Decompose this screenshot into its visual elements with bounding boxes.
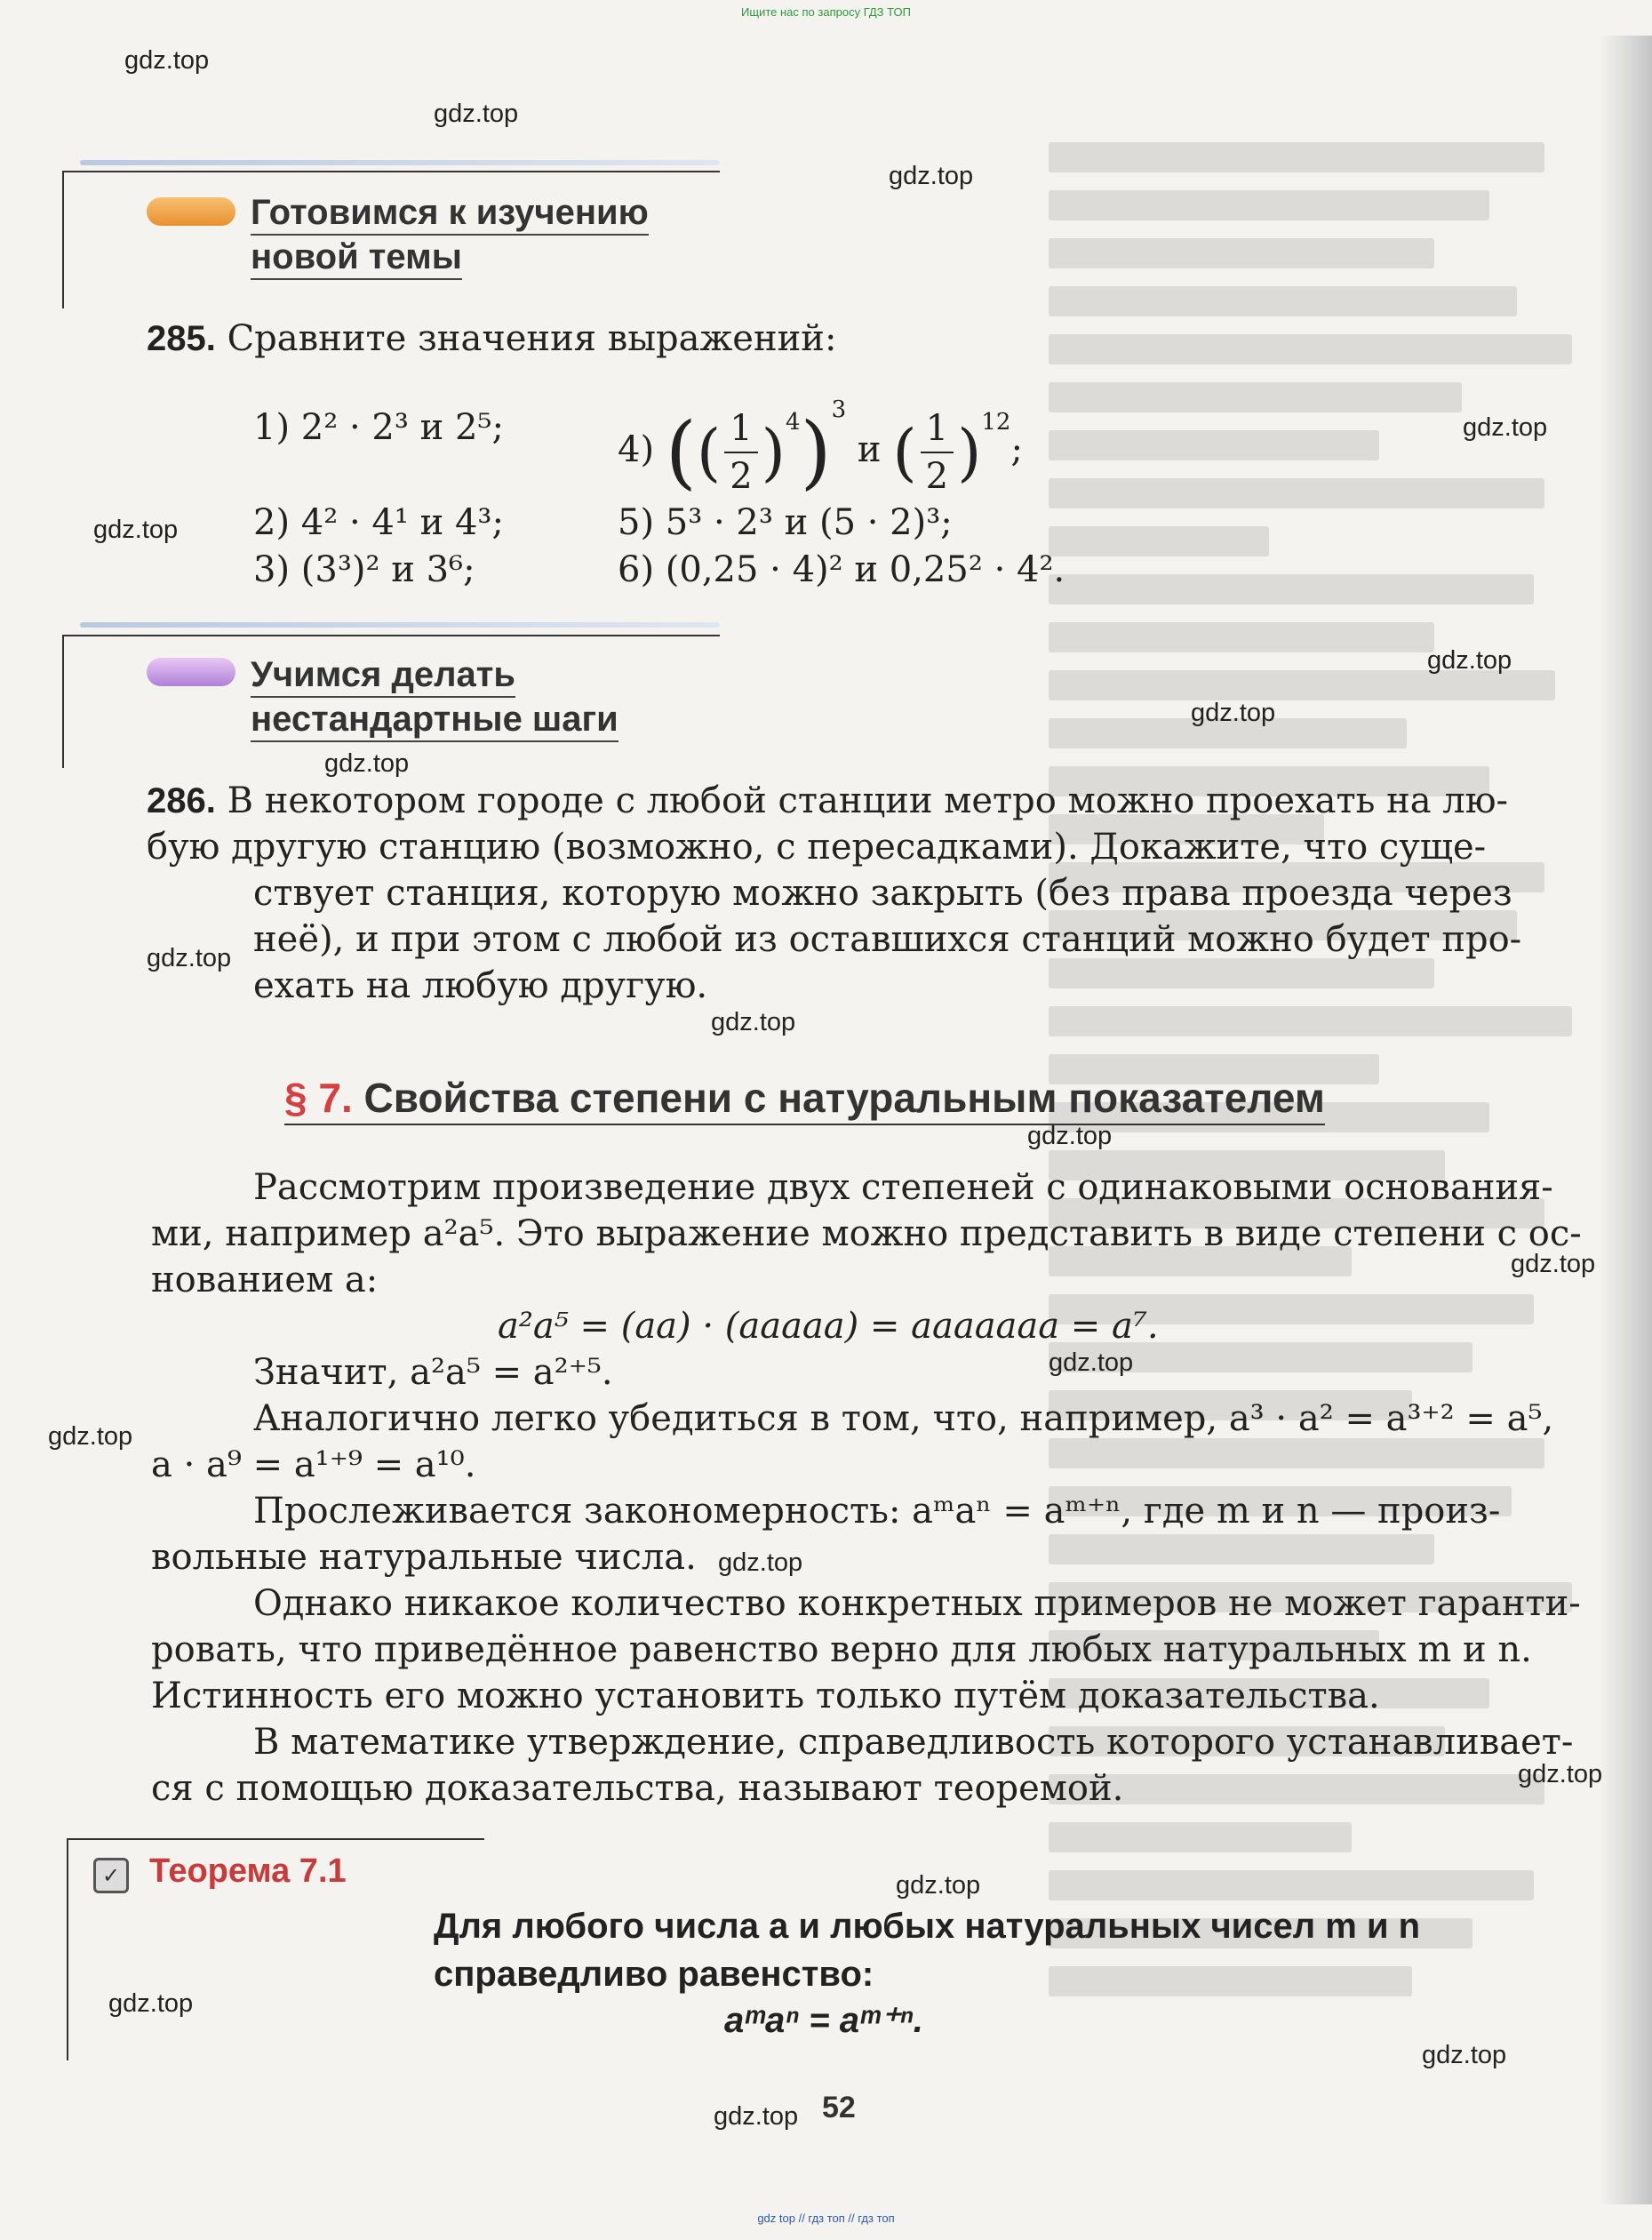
section-header-bar <box>80 622 720 628</box>
paragraph-1-line-2: ми, например a²a⁵. Это выражение можно представить в виде степени с ос- <box>151 1213 1582 1254</box>
section-header-line <box>62 171 64 308</box>
exercise-285-item-1: 1) 2² · 2³ и 2⁵; <box>253 407 504 448</box>
exercise-number: 285. <box>147 319 216 358</box>
watermark: gdz.top <box>714 2102 799 2131</box>
exercise-285-item-6: 6) (0,25 · 4)² и 0,25² · 4². <box>618 549 1065 590</box>
section-7-title: § 7. Свойства степени с натуральным показателем <box>284 1074 1325 1125</box>
exercise-285-item-4: 4) (( $\frac{1}{2}$ )$^4$)$^3$ и ( $\frac{1}{2}$ )$^{12}$; <box>618 396 1023 499</box>
theorem-line-2: справедливо равенство: <box>434 1955 874 1994</box>
paragraph-5-line-1: Однако никакое количество конкретных примеров не может гаранти- <box>253 1583 1581 1624</box>
section-header-line <box>62 635 64 768</box>
section-header-line <box>62 635 720 636</box>
watermark: gdz.top <box>124 46 210 75</box>
exercise-285-item-3: 3) (3³)² и 3⁶; <box>253 549 475 590</box>
watermark: gdz.top <box>1511 1250 1596 1278</box>
book-spine-shadow <box>1600 36 1652 2204</box>
watermark: gdz.top <box>93 516 179 544</box>
paragraph-1-line-3: нованием a: <box>151 1260 379 1300</box>
watermark: gdz.top <box>718 1548 803 1577</box>
paragraph-1-line-1: Рассмотрим произведение двух степеней с одинаковыми основания- <box>253 1167 1553 1208</box>
paragraph-5-line-3: Истинность его можно установить только путём доказательства. <box>151 1676 1380 1716</box>
watermark: gdz.top <box>1427 646 1512 675</box>
exercise-285-item-5: 5) 5³ · 2³ и (5 · 2)³; <box>618 502 953 543</box>
exercise-285-prompt: 285. Сравните значения выражений: <box>147 318 837 359</box>
top-banner: Ищите нас по запросу ГДЗ ТОП <box>741 5 911 19</box>
theorem-header-line <box>67 1838 484 1840</box>
paragraph-3-line-2: a · a⁹ = a¹⁺⁹ = a¹⁰. <box>151 1444 476 1485</box>
checkmark-icon: ✓ <box>93 1858 129 1893</box>
theorem-label: Теорема 7.1 <box>149 1852 347 1890</box>
watermark: gdz.top <box>1422 2041 1507 2069</box>
watermark: gdz.top <box>1191 699 1276 727</box>
theorem-formula: aᵐaⁿ = aᵐ⁺ⁿ. <box>724 2001 923 2040</box>
paragraph-3-line-1: Аналогично легко убедиться в том, что, например, a³ · a² = a³⁺² = a⁵, <box>253 1398 1554 1439</box>
paragraph-6-line-1: В математике утверждение, справедливость которого устанавливает- <box>253 1722 1574 1763</box>
exercise-285-item-2: 2) 4² · 4¹ и 4³; <box>253 502 504 543</box>
exercise-number: 286. <box>147 781 216 820</box>
watermark: gdz.top <box>1027 1122 1113 1150</box>
page-number: 52 <box>822 2091 856 2124</box>
watermark: gdz.top <box>147 944 232 972</box>
theorem-line-1: Для любого числа a и любых натуральных чисел m и n <box>434 1907 1421 1946</box>
watermark: gdz.top <box>108 1989 194 2018</box>
watermark: gdz.top <box>1518 1760 1603 1788</box>
paragraph-6-line-2: ся с помощью доказательства, называют теоремой. <box>151 1768 1124 1809</box>
paragraph-4-line-1: Прослеживается закономерность: aᵐaⁿ = aᵐ⁺ⁿ, где m и n — произ- <box>253 1491 1501 1532</box>
watermark: gdz.top <box>889 162 974 190</box>
paragraph-5-line-2: ровать, что приведённое равенство верно для любых натуральных m и n. <box>151 1629 1532 1670</box>
theorem-header-line <box>67 1838 68 2060</box>
paragraph-2: Значит, a²a⁵ = a²⁺⁵. <box>253 1352 613 1393</box>
purple-pill-icon <box>147 658 235 686</box>
watermark: gdz.top <box>1463 413 1548 442</box>
paragraph-4-line-2: вольные натуральные числа. <box>151 1537 697 1578</box>
formula-1: a²a⁵ = (aa) · (aaaaa) = aaaaaaa = a⁷. <box>498 1306 1159 1347</box>
section-header-bar <box>80 160 720 165</box>
watermark: gdz.top <box>1049 1348 1134 1377</box>
bottom-banner: gdz top // гдз топ // гдз топ <box>757 2212 895 2225</box>
watermark: gdz.top <box>711 1008 796 1036</box>
exercise-286: 286. В некотором городе с любой станции метро можно проехать на лю- бую другую станцию (возможно, с пересадками). Докажите, что суще- ствует станция, которую можно закрыть (без права проезда через неё), и при этом с любой из оставшихся станций можно будет про- ехать на любую другую. <box>147 780 1522 1006</box>
watermark: gdz.top <box>48 1422 133 1451</box>
section-title-nonstandard: Учимся делать нестандартные шаги <box>251 653 619 742</box>
watermark: gdz.top <box>434 100 519 128</box>
watermark: gdz.top <box>896 1871 981 1900</box>
orange-pill-icon <box>147 197 235 226</box>
section-title-prepare: Готовимся к изучению новой темы <box>251 191 649 280</box>
section-header-line <box>62 171 720 172</box>
watermark: gdz.top <box>324 749 410 778</box>
